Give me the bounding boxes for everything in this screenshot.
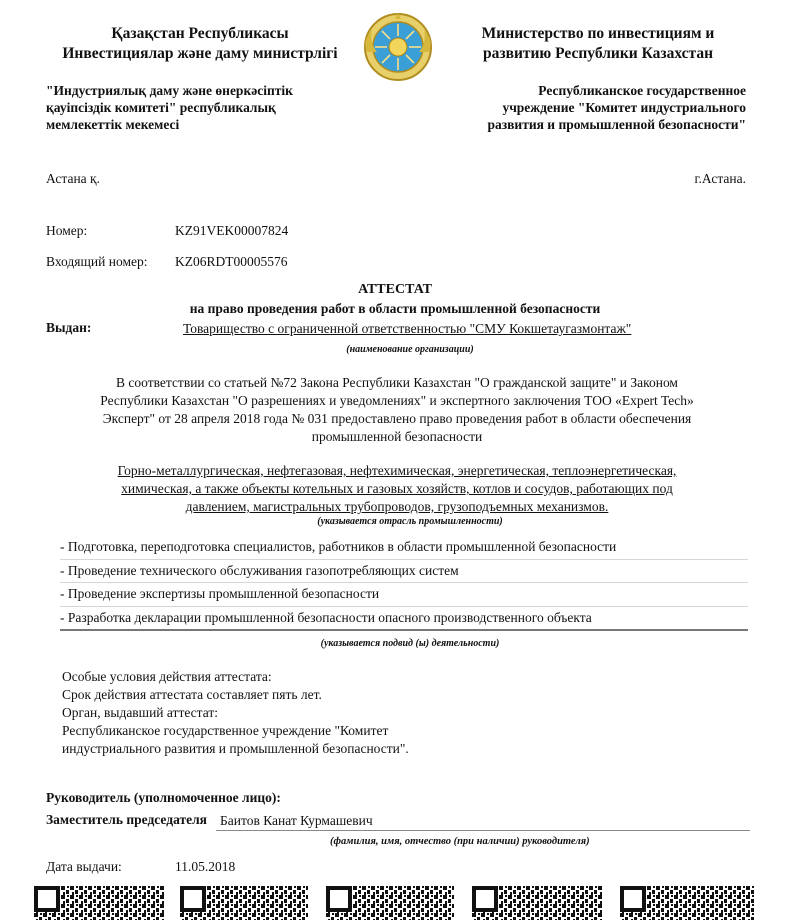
basis-line-4: промышленной безопасности — [311, 429, 483, 444]
header-kz-org-line-1: "Индустриялық даму және өнеркәсіптік — [46, 83, 293, 98]
document-subtitle: на право проведения работ в области промышленной безопасности — [189, 301, 601, 316]
issue-date-label: Дата выдачи: — [46, 859, 122, 874]
header-ru-org — [440, 82, 746, 133]
header-kz-org-line-2: қауіпсіздік комитеті" республикалық — [46, 100, 276, 115]
header-kz-title — [40, 24, 360, 64]
header-kz-org — [46, 82, 376, 133]
condition-line: Республиканское государственное учреждение "Комитет — [62, 723, 389, 738]
activity-item: - Проведение технического обслуживания газопотребляющих систем — [60, 560, 748, 584]
activity-item: - Проведение экспертизы промышленной безопасности — [60, 583, 748, 607]
header-ru-org-line-1: Республиканское государственное — [538, 83, 746, 98]
header-ru-org-line-2: учреждение "Комитет индустриального — [502, 100, 746, 115]
industry-line-2: химическая, а также объекты котельных и газовых хозяйств, котлов и сосудов, работающих под — [121, 481, 673, 496]
industry-line-1: Горно-металлургическая, нефтегазовая, нефтехимическая, энергетическая, теплоэнергетическая, — [117, 463, 677, 478]
qr-code — [620, 886, 754, 920]
header-kz-title-line-2: Инвестициялар және даму министрлігі — [62, 45, 338, 62]
condition-line: Особые условия действия аттестата: — [62, 669, 272, 684]
header-kz-org-line-3: мемлекеттік мекемесі — [46, 117, 180, 132]
signer-name: Баитов Канат Курмашевич — [220, 813, 373, 828]
signer-position: Заместитель председателя — [46, 812, 207, 827]
basis-line-3: Эксперт" от 28 апреля 2018 года № 031 предоставлено право проведения работ в области обеспечения — [102, 411, 692, 426]
basis-paragraph — [40, 374, 754, 446]
city-kz: Астана қ. — [46, 171, 100, 186]
activities-note: (указывается подвид (ы) деятельности) — [320, 638, 500, 649]
industry-line-3: давлением, магистральных трубопроводов, грузоподъемных механизмов. — [185, 499, 609, 514]
qr-code-icon — [180, 886, 308, 920]
activity-item: - Подготовка, переподготовка специалистов, работников в области промышленной безопасности — [60, 536, 748, 560]
header-ru-title — [448, 24, 748, 64]
qr-code-icon — [472, 886, 602, 920]
state-emblem-icon — [359, 12, 437, 82]
state-emblem — [359, 12, 437, 82]
qr-code — [34, 886, 164, 920]
qr-code — [180, 886, 308, 920]
activity-item: - Разработка декларации промышленной безопасности опасного производственного объекта — [60, 607, 748, 632]
city-ru: г.Астана. — [694, 171, 746, 186]
header-ru-title-line-2: развитию Республики Казахстан — [482, 45, 713, 62]
issued-organization: Товарищество с ограниченной ответственностью "СМУ Кокшетаугазмонтаж" — [183, 321, 632, 336]
header-ru-title-line-1: Министерство по инвестициям и — [481, 25, 715, 42]
header-kz-title-line-1: Қазақстан Республикасы — [111, 25, 289, 42]
basis-line-2: Республики Казахстан "О разрешениях и уведомлениях" и экспертного заключения ТОО «Expert Tech» — [100, 393, 694, 408]
signer-line — [216, 830, 750, 831]
incoming-number-label: Входящий номер: — [46, 254, 148, 269]
qr-code-icon — [326, 886, 454, 920]
document-title: АТТЕСТАТ — [358, 282, 432, 297]
issued-note: (наименование организации) — [346, 344, 474, 355]
industry-block — [40, 462, 754, 516]
head-label: Руководитель (уполномоченное лицо): — [46, 790, 281, 805]
qr-code — [472, 886, 602, 920]
signer-note: (фамилия, имя, отчество (при наличии) руководителя) — [330, 836, 590, 847]
number-value: KZ91VEK00007824 — [175, 223, 289, 238]
industry-note: (указывается отрасль промышленности) — [317, 516, 503, 527]
issue-date-value: 11.05.2018 — [175, 859, 236, 874]
conditions-block — [62, 668, 662, 758]
condition-line: Срок действия аттестата составляет пять лет. — [62, 687, 322, 702]
issued-label: Выдан: — [46, 320, 92, 335]
header-ru-org-line-3: развития и промышленной безопасности" — [487, 117, 746, 132]
incoming-number-value: KZ06RDT00005576 — [175, 254, 288, 269]
activity-list — [60, 536, 748, 631]
basis-line-1: В соответствии со статьей №72 Закона Республики Казахстан "О гражданской защите" и Законом — [116, 375, 678, 390]
number-label: Номер: — [46, 223, 88, 238]
qr-code-icon — [34, 886, 164, 920]
qr-code — [326, 886, 454, 920]
condition-line: Орган, выдавший аттестат: — [62, 705, 219, 720]
qr-code-icon — [620, 886, 754, 920]
condition-line: индустриального развития и промышленной безопасности". — [62, 741, 409, 756]
